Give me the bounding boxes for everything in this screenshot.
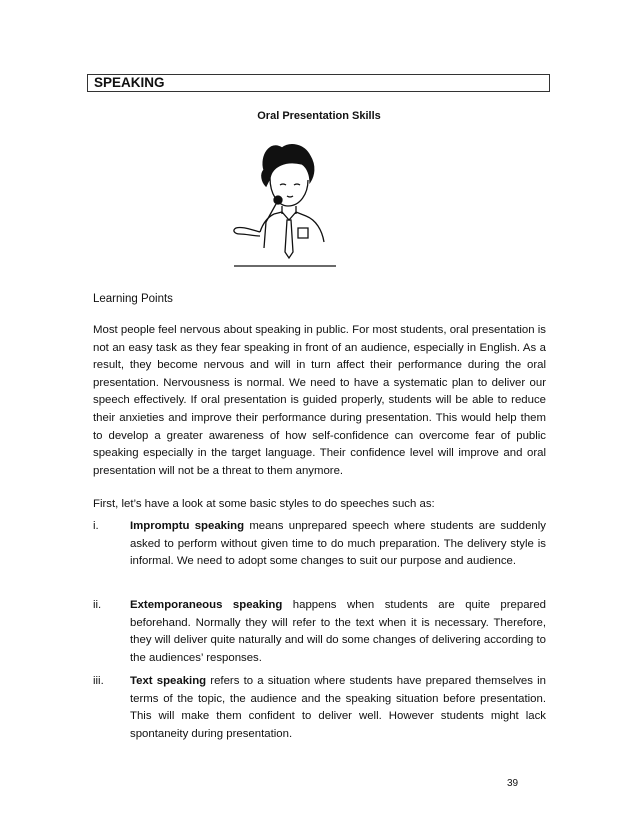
styles-intro: First, let’s have a look at some basic styles to do speeches such as:: [93, 498, 435, 510]
section-header: [87, 74, 550, 92]
intro-paragraph: Most people feel nervous about speaking in public. For most students, oral presentation is not an easy task as they fear speaking in front of an audience, especially in English. As a result, they become nervous and will in turn affect their performance during the oral presentation. Nervousness is normal. We need to have a systematic plan to deliver our speech effectively. If oral presentation is guided properly, students will be able to reduce their anxieties and improve their performance during presentation. This would help them to develop a greater awareness of how self-confidence can overcome fear of public speaking especially in the target language. Their confidence level will improve and oral presentation will not be a threat to them anymore.: [93, 324, 546, 477]
list-item-number: iii.: [93, 675, 104, 687]
list-item-term: Text speaking: [130, 675, 207, 687]
list-item-term: Impromptu speaking: [130, 520, 245, 532]
list-item-number: ii.: [93, 599, 102, 611]
list-item-number: i.: [93, 520, 99, 532]
page-number: 39: [507, 778, 519, 789]
list-item-body: [130, 673, 546, 743]
list-item-body: [130, 518, 546, 571]
list-item-text: means unprepared speech where students are suddenly asked to perform without given time to do much preparation. The delivery style is informal. We need to adopt some changes to suit our purpose and audience.: [130, 520, 546, 568]
list-item-text: refers to a situation where students have prepared themselves in terms of the topic, the audience and the speaking situation before presentation. This will make them confident to deliver well. However students might lack spontaneity during presentation.: [130, 675, 546, 740]
list-item-term: Extemporaneous speaking: [130, 599, 283, 611]
learning-points-heading: Learning Points: [93, 293, 173, 305]
list-item-body: [130, 597, 546, 667]
student-speaking-at-microphone-icon: [230, 130, 340, 270]
page-title: Oral Presentation Skills: [257, 110, 381, 122]
section-label: SPEAKING: [94, 75, 165, 90]
list-item-text: happens when students are quite prepared beforehand. Normally they will refer to the text when it is necessary. Therefore, they will deliver quite naturally and will do some changes of delivering according to the audiences’ responses.: [130, 599, 546, 664]
